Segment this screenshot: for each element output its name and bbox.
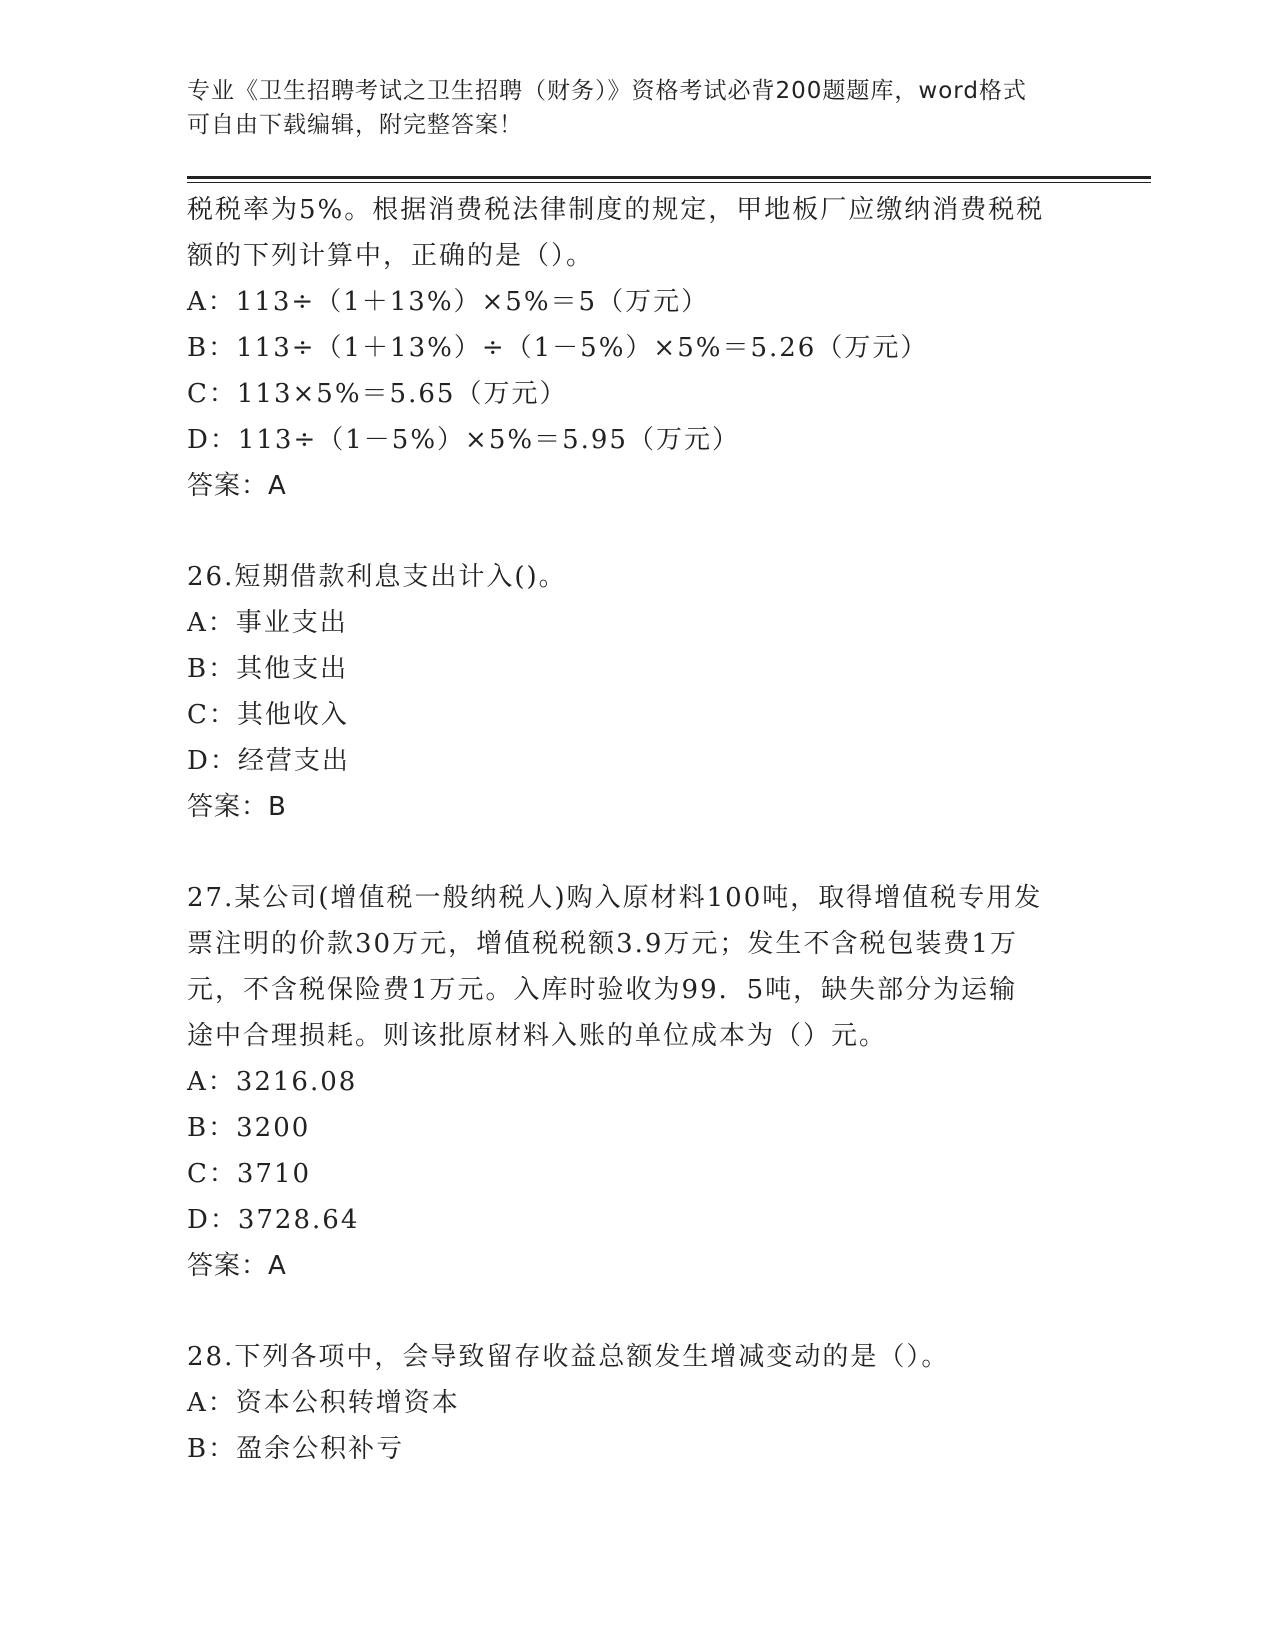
option-d: D：113÷（1－5%）×5%＝5.95（万元） [187, 425, 740, 455]
option-a: A：3216.08 [187, 1067, 358, 1097]
option-b: B：113÷（1＋13%）÷（1－5%）×5%＝5.26（万元） [187, 333, 929, 363]
option-c: C：113×5%＝5.65（万元） [187, 379, 568, 409]
question-spacer [187, 1289, 1087, 1334]
header-divider-thin [187, 182, 1151, 183]
question-spacer [187, 509, 1087, 554]
question-27 [187, 875, 1087, 1289]
question-stem-line: 28.下列各项中，会导致留存收益总额发生增减变动的是（）。 [187, 1342, 950, 1372]
question-stem-line: 元，不含税保险费1万元。入库时验收为99．5吨，缺失部分为运输 [187, 975, 1018, 1005]
option-d: D：3728.64 [187, 1205, 360, 1235]
question-stem-line: 票注明的价款30万元，增值税税额3.9万元；发生不含税包装费1万 [187, 929, 1018, 959]
option-c: C：其他收入 [187, 700, 349, 730]
option-a: A：事业支出 [187, 608, 348, 638]
document-header [187, 74, 1067, 142]
option-b: B：其他支出 [187, 654, 349, 684]
option-b: B：3200 [187, 1113, 311, 1143]
question-stem-line: 途中合理损耗。则该批原材料入账的单位成本为（）元。 [187, 1021, 888, 1051]
option-a: A：113÷（1＋13%）×5%＝5（万元） [187, 287, 710, 317]
answer-line: 答案：A [187, 1251, 287, 1281]
question-25 [187, 187, 1087, 509]
question-28 [187, 1334, 1087, 1472]
question-list [187, 187, 1087, 1472]
answer-line: 答案：A [187, 471, 287, 501]
question-spacer [187, 830, 1087, 875]
answer-line: 答案：B [187, 792, 287, 822]
header-title-line-1: 专业《卫生招聘考试之卫生招聘（财务）》资格考试必背200题题库，word格式 [187, 78, 1027, 104]
option-d: D：经营支出 [187, 746, 350, 776]
option-c: C：3710 [187, 1159, 312, 1189]
question-stem-line: 26.短期借款利息支出计入()。 [187, 562, 567, 592]
question-26 [187, 554, 1087, 830]
question-stem-line: 27.某公司(增值税一般纳税人)购入原材料100吨，取得增值税专用发 [187, 883, 1043, 913]
header-divider-thick [187, 176, 1151, 179]
question-stem-line: 额的下列计算中，正确的是（）。 [187, 241, 595, 271]
header-title-line-2: 可自由下载编辑，附完整答案！ [187, 112, 523, 138]
option-b: B：盈余公积补亏 [187, 1434, 405, 1464]
option-a: A：资本公积转增资本 [187, 1388, 460, 1418]
question-stem-line: 税税率为5%。根据消费税法律制度的规定，甲地板厂应缴纳消费税税 [187, 195, 1045, 225]
